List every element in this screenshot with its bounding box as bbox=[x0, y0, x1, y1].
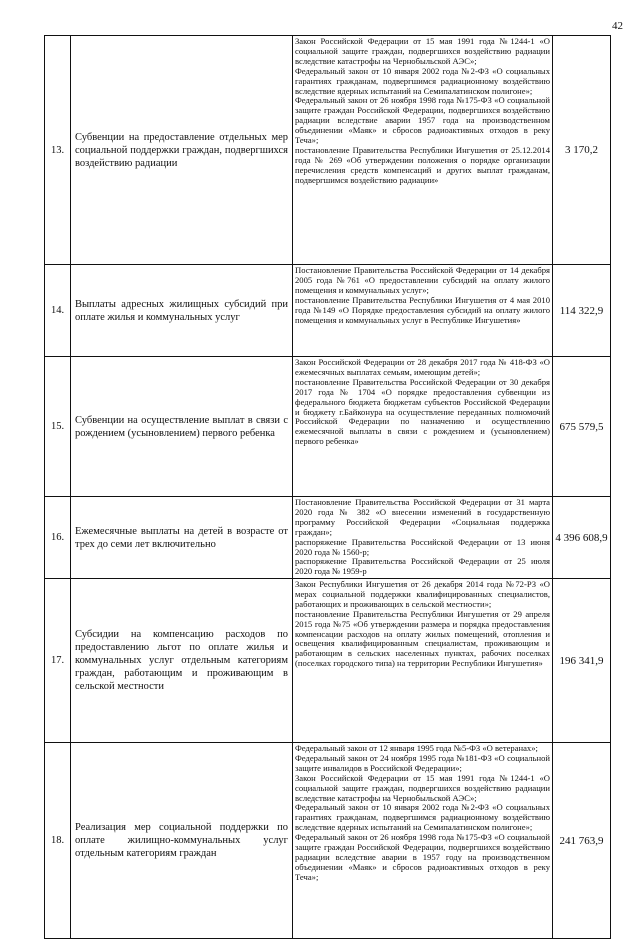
legal-basis-item: Закон Российской Федерации от 15 мая 1991 года №1244-1 «О социальной защите граждан, подвергшихся воздействию радиации вследствие катастрофы на Чернобыльской АЭС»; bbox=[295, 772, 550, 803]
row-number: 18. bbox=[45, 743, 71, 939]
legal-basis-item: распоряжение Правительства Российской Федерации от 13 июня 2020 года № 1560-р; bbox=[295, 536, 550, 557]
table-row bbox=[45, 357, 611, 497]
legal-basis-item: постановление Правительства Республики Ингушетия от 29 апреля 2015 года №75 «Об утверждении размера и порядка предоставления компенсации расходов на оплату жилых помещений, отопления и освещения квалифицированным специалистам, проживающим и работающим в сельских населенных пунктах, рабочих поселках (поселках городского типа) на территории Республики Ингушетия» bbox=[295, 608, 550, 669]
table-row bbox=[45, 743, 611, 939]
legal-basis-item: Закон Республики Ингушетия от 26 декабря 2014 года №72-РЗ «О мерах социальной поддержки квалифицированных специалистов, работающих и проживающих в сельской местности»; bbox=[295, 579, 550, 609]
legal-basis-item: Постановление Правительства Российской Федерации от 14 декабря 2005 года №761 «О предоставлении субсидий на оплату жилого помещения и коммунальных услуг»; bbox=[295, 265, 550, 295]
table-row bbox=[45, 579, 611, 743]
legal-basis-item: распоряжение Правительства Российской Федерации от 25 июля 2020 года № 1959-р bbox=[295, 556, 550, 577]
legal-basis-item: Федеральный закон от 10 января 2002 года №2-ФЗ «О социальных гарантиях гражданам, подвергшимся радиационному воздействию вследствие ядерных испытаний на Семипалатинском полигоне»; bbox=[295, 802, 550, 833]
legal-basis-item: Федеральный закон от 12 января 1995 года №5-ФЗ «О ветеранах»; bbox=[295, 743, 538, 753]
row-number: 15. bbox=[45, 357, 71, 497]
legal-basis bbox=[293, 497, 553, 579]
table-row bbox=[45, 36, 611, 265]
legal-basis-item: Федеральный закон от 24 ноября 1995 года №181-ФЗ «О социальной защите инвалидов в Российской Федерации»; bbox=[295, 752, 550, 773]
legal-basis-item: постановление Правительства Республики Ингушетия от 4 мая 2010 года №149 «О Порядке предоставления субсидий на оплату жилого помещения и коммунальных услуг в Республике Ингушетия» bbox=[295, 294, 550, 325]
row-number: 17. bbox=[45, 579, 71, 743]
legal-basis bbox=[293, 743, 553, 939]
amount: 675 579,5 bbox=[553, 357, 611, 497]
legal-basis-item: Закон Российской Федерации от 28 декабря 2017 года № 418-ФЗ «О ежемесячных выплатах семьям, имеющим детей»; bbox=[295, 357, 550, 377]
amount: 196 341,9 bbox=[553, 579, 611, 743]
expense-name: Субсидии на компенсацию расходов по предоставлению льгот по оплате жилья и коммунальных услуг отдельным категориям граждан, работающим и проживающим в сельской местности bbox=[71, 579, 293, 743]
row-number: 14. bbox=[45, 265, 71, 357]
legal-basis-item: Закон Российской Федерации от 15 мая 1991 года №1244-1 «О социальной защите граждан, подвергшихся воздействию радиации вследствие катастрофы на Чернобыльской АЭС»; bbox=[295, 36, 550, 66]
amount: 4 396 608,9 bbox=[553, 497, 611, 579]
legal-basis bbox=[293, 357, 553, 497]
legal-basis-item: Постановление Правительства Российской Федерации от 31 марта 2020 года № 382 «О внесении изменений в государственную программу Российской Федерации «Социальная поддержка граждан»; bbox=[295, 497, 550, 537]
expense-name: Реализация мер социальной поддержки по оплате жилищно-коммунальных услуг отдельным категориям граждан bbox=[71, 743, 293, 939]
legal-basis-item: Федеральный закон от 10 января 2002 года №2-ФЗ «О социальных гарантиях гражданам, подвергшимся радиационному воздействию вследствие ядерных испытаний на Семипалатинском полигоне»; bbox=[295, 65, 550, 96]
table-row bbox=[45, 265, 611, 357]
expense-name: Субвенции на осуществление выплат в связи с рождением (усыновлением) первого ребенка bbox=[71, 357, 293, 497]
amount: 241 763,9 bbox=[553, 743, 611, 939]
legal-basis-item: постановление Правительства Республики Ингушетия от 25.12.2014 года № 269 «Об утверждении положения о порядке организации перечисления средств компенсаций и других выплат гражданам, подвергшимся воздействию радиации» bbox=[295, 144, 550, 185]
legal-basis bbox=[293, 579, 553, 743]
expense-name: Субвенции на предоставление отдельных мер социальной поддержки граждан, подвергшихся воздействию радиации bbox=[71, 36, 293, 265]
expenditure-table bbox=[44, 35, 611, 939]
row-number: 13. bbox=[45, 36, 71, 265]
expense-name: Выплаты адресных жилищных субсидий при оплате жилья и коммунальных услуг bbox=[71, 265, 293, 357]
legal-basis bbox=[293, 36, 553, 265]
legal-basis bbox=[293, 265, 553, 357]
amount: 3 170,2 bbox=[553, 36, 611, 265]
legal-basis-item: Федеральный закон от 26 ноября 1998 года №175-ФЗ «О социальной защите граждан Российской Федерации, подвергшихся воздействию радиации вследствие аварии в 1957 году на производственном объединении «Маяк» и сбросов радиоактивных отходов в реку Теча»; bbox=[295, 832, 550, 882]
expense-name: Ежемесячные выплаты на детей в возрасте от трех до семи лет включительно bbox=[71, 497, 293, 579]
page-number: 42 bbox=[612, 20, 623, 32]
table-row bbox=[45, 497, 611, 579]
amount: 114 322,9 bbox=[553, 265, 611, 357]
legal-basis-item: постановление Правительства Российской Федерации от 30 декабря 2017 года № 1704 «О порядке предоставления субвенции из федерального бюджета бюджетам субъектов Российской Федерации и бюджету г.Байконура на осуществление переданных полномочий Российской Федерации по назначению и осуществлению ежемесячной выплаты в связи с рождением и (усыновлением) первого ребенка» bbox=[295, 376, 550, 447]
legal-basis-item: Федеральный закон от 26 ноября 1998 года №175-ФЗ «О социальной защите граждан Российской Федерации, подвергшихся воздействию радиации вследствие аварии 1957 года на производственном объединении «Маяк» и сбросов радиоактивных отходов в реку Теча»; bbox=[295, 95, 550, 146]
row-number: 16. bbox=[45, 497, 71, 579]
